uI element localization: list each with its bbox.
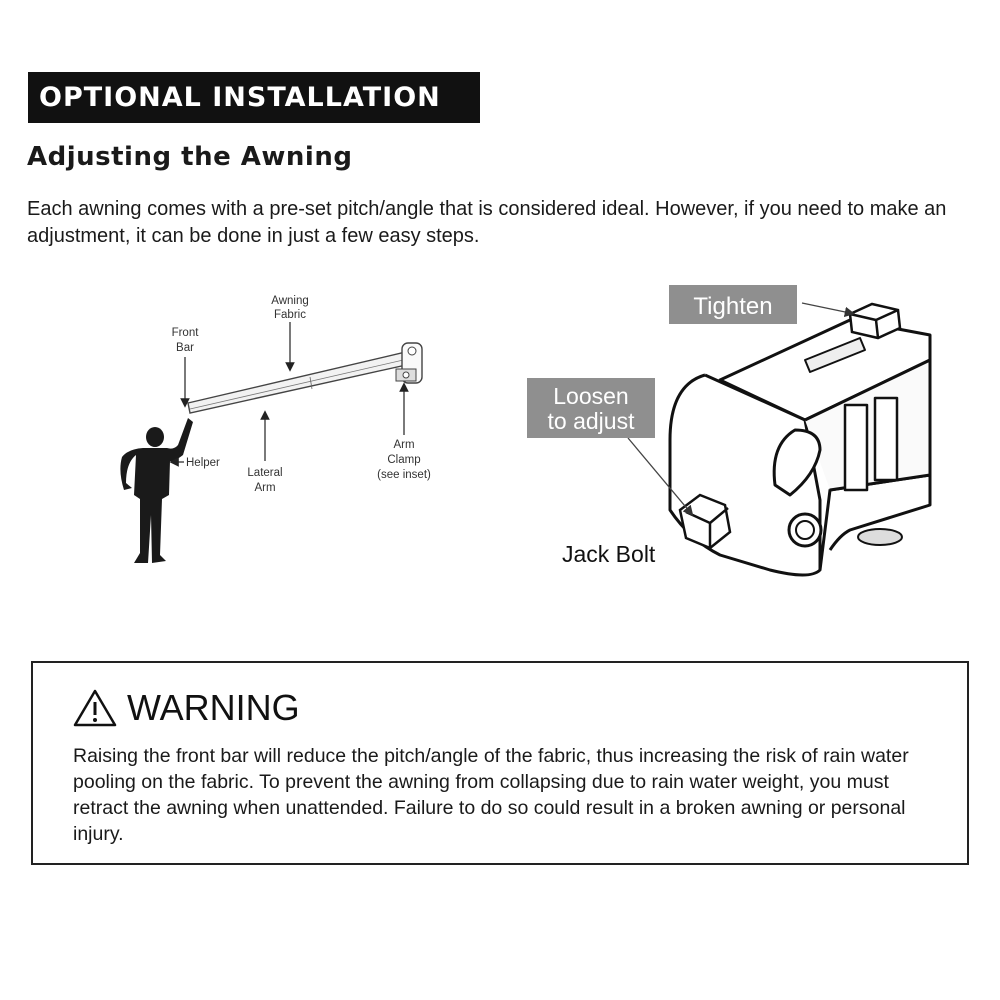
warning-triangle-icon xyxy=(73,688,117,728)
label-arm-clamp-3: (see inset) xyxy=(377,469,431,481)
label-arm-clamp: Arm xyxy=(393,439,415,451)
jack-bolt-label: Jack Bolt xyxy=(562,541,656,567)
warning-title: WARNING xyxy=(127,687,300,728)
label-helper: Helper xyxy=(186,457,220,469)
clamp-inset-diagram xyxy=(520,280,960,590)
helper-figure xyxy=(120,418,193,563)
awning-diagram xyxy=(110,285,460,575)
label-lateral-arm: Lateral xyxy=(247,467,283,479)
warning-body: Raising the front bar will reduce the pitch/angle of the fabric, thus increasing the risk of rain water pooling on the fabric. To prevent the awning from collapsing due to rain water weight, you must retract the awning when unattended. Failure to do so could result in a broken awning or personal injury. xyxy=(73,745,909,845)
label-front-bar: Front xyxy=(171,327,199,339)
warning-header xyxy=(73,687,300,729)
tighten-label: Tighten xyxy=(693,293,773,320)
label-arm-clamp-2: Clamp xyxy=(387,454,421,466)
label-lateral-arm-2: Arm xyxy=(254,482,276,494)
section-banner: OPTIONAL INSTALLATION xyxy=(28,72,480,123)
intro-paragraph: Each awning comes with a pre-set pitch/angle that is considered ideal. However, if you need to make an adjustment, it can be done in just a few easy steps. xyxy=(27,198,947,247)
awning-arm xyxy=(188,351,415,413)
loosen-label-2: to adjust xyxy=(547,408,635,434)
label-awning-fabric-2: Fabric xyxy=(274,309,306,321)
loosen-label-1: Loosen xyxy=(553,383,629,409)
warning-box xyxy=(31,661,969,865)
label-awning-fabric: Awning xyxy=(271,295,309,307)
label-front-bar-2: Bar xyxy=(176,342,194,354)
section-subtitle: Adjusting the Awning xyxy=(27,142,353,172)
